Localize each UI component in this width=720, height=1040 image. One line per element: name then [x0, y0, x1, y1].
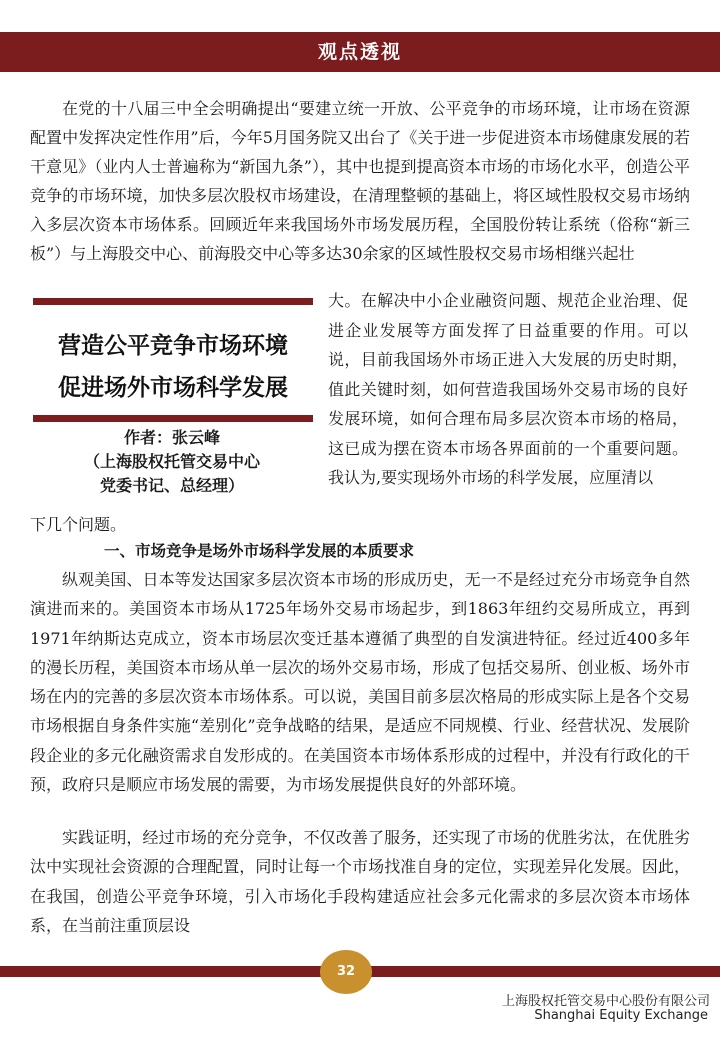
author-role-title: 党委书记、总经理） — [99, 476, 244, 495]
company-name-cn: 上海股权托管交易中心股份有限公司 — [501, 994, 710, 1009]
section1-paragraph1: 纵观美国、日本等发达国家多层次资本市场的形成历史，无一不是经过充分市场竞争自然演进而来的。美国资本市场从1725年场外交易市场起步，到1863年纽约交易所成立，再到1971年纳斯达克成立，资本市场层次变迁基本遵循了典型的自发演进特征。经过近400多年的漫长历程，美国资本市场从单一层次的场外交易市场，形成了包括交易所、创业板、场外市场在内的完善的多层次资本市场体系。可以说，美国目前多层次格局的形成实际上是各个交易市场根据自身条件实施“差别化”竞争战略的结果，是适应不同规模、行业、经营状况、发展阶段企业的多元化融资需求自发形成的。在美国资本市场体系形成的过程中，并没有行政化的干预，政府只是顺应市场发展的需要，为市场发展提供良好的外部环境。 — [30, 570, 690, 795]
section-title: 观点透视 — [317, 41, 402, 63]
intro-tail: 下几个问题。 — [30, 515, 127, 534]
author-role: （上海股权托管交易中心 — [83, 452, 260, 471]
article-title-line2: 促进场外市场科学发展 — [58, 375, 288, 401]
article-title-line1: 营造公平竞争市场环境 — [58, 333, 288, 359]
company-name-en: Shanghai Equity Exchange — [534, 1008, 708, 1023]
section1-paragraph2: 实践证明，经过市场的充分竞争，不仅改善了服务，还实现了市场的优胜劣汰，在优胜劣汰中实现社会资源的合理配置，同时让每一个市场找准自身的定位，实现差异化发展。因此，在我国，创造公平竞争环境，引入市场化手段构建适应社会多元化需求的多层次资本市场体系，在当前注重顶层设 — [30, 828, 690, 935]
section1-heading: 一、市场竞争是场外市场科学发展的本质要求 — [104, 541, 415, 560]
author-block — [42, 426, 302, 498]
page-number: 32 — [320, 950, 372, 994]
intro-wrap-paragraph: 大。在解决中小企业融资问题、规范企业治理、促进企业发展等方面发挥了日益重要的作用。可以说，目前我国场外市场正进入大发展的历史时期，值此关键时刻，如何营造我国场外交易市场的良好发展环境，如何合理布局多层次资本市场的格局，这已成为摆在资本市场各界面前的一个重要问题。我认为,要实现场外市场的科学发展，应厘清以 — [328, 291, 688, 487]
author-name: 作者：张云峰 — [123, 428, 220, 447]
article-title-box — [33, 298, 313, 422]
intro-paragraph: 在党的十八届三中全会明确提出“要建立统一开放、公平竞争的市场环境，让市场在资源配置中发挥决定性作用”后，今年5月国务院又出台了《关于进一步促进资本市场健康发展的若干意见》（业内人士普遍称为“新国九条”），其中也提到提高资本市场的市场化水平，创造公平竞争的市场环境，加快多层次股权市场建设，在清理整顿的基础上，将区域性股权交易市场纳入多层次资本市场体系。回顾近年来我国场外市场发展历程，全国股份转让系统（俗称“新三板”）与上海股交中心、前海股交中心等多达30余家的区域性股权交易市场相继兴起壮 — [30, 99, 690, 263]
